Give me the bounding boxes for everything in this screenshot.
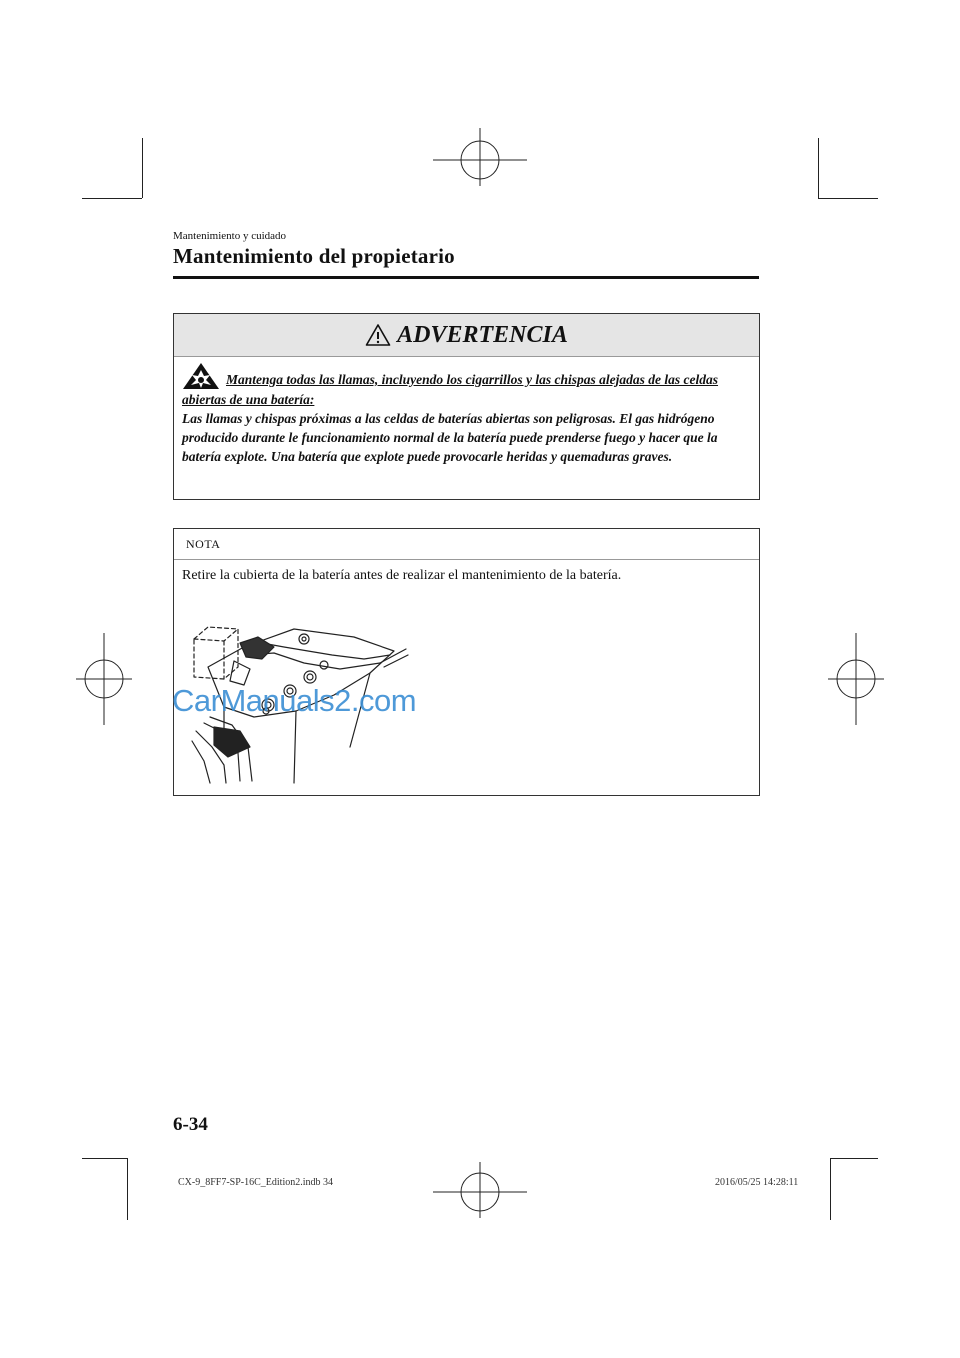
watermark: CarManuals2.com	[172, 683, 417, 718]
note-title: NOTA	[186, 537, 221, 551]
footer-date-info: 2016/05/25 14:28:11	[715, 1177, 799, 1188]
registration-mark-left	[74, 633, 134, 725]
warning-text	[182, 362, 751, 466]
registration-mark-top	[433, 126, 527, 186]
registration-mark-right	[826, 633, 886, 725]
warning-box	[173, 313, 760, 500]
page-title: Mantenimiento del propietario	[173, 244, 455, 268]
warning-title: ADVERTENCIA	[397, 321, 568, 348]
warning-body: Las llamas y chispas próximas a las celdas de baterías abiertas son peligrosas. El gas hidrógeno producido durante le funcionamiento normal de la batería puede prenderse fuego y hacer que la batería explote. Una batería que explote puede provocarle heridas y quemaduras graves.	[182, 411, 718, 464]
note-box	[173, 528, 760, 796]
note-header	[174, 529, 759, 560]
note-text: Retire la cubierta de la batería antes de realizar el mantenimiento de la batería.	[182, 568, 622, 583]
warning-triangle-icon	[365, 323, 391, 347]
warning-header	[174, 314, 759, 357]
title-rule	[173, 276, 759, 279]
section-label: Mantenimiento y cuidado	[173, 230, 287, 242]
explosion-hazard-icon	[182, 362, 220, 390]
warning-lead: Mantenga todas las llamas, incluyendo los cigarrillos y las chispas alejadas de las celdas abiertas de una batería:	[182, 372, 719, 407]
page-number: 6-34	[173, 1114, 208, 1135]
footer-file-info: CX-9_8FF7-SP-16C_Edition2.indb 34	[178, 1177, 334, 1188]
registration-mark-bottom	[433, 1160, 527, 1220]
